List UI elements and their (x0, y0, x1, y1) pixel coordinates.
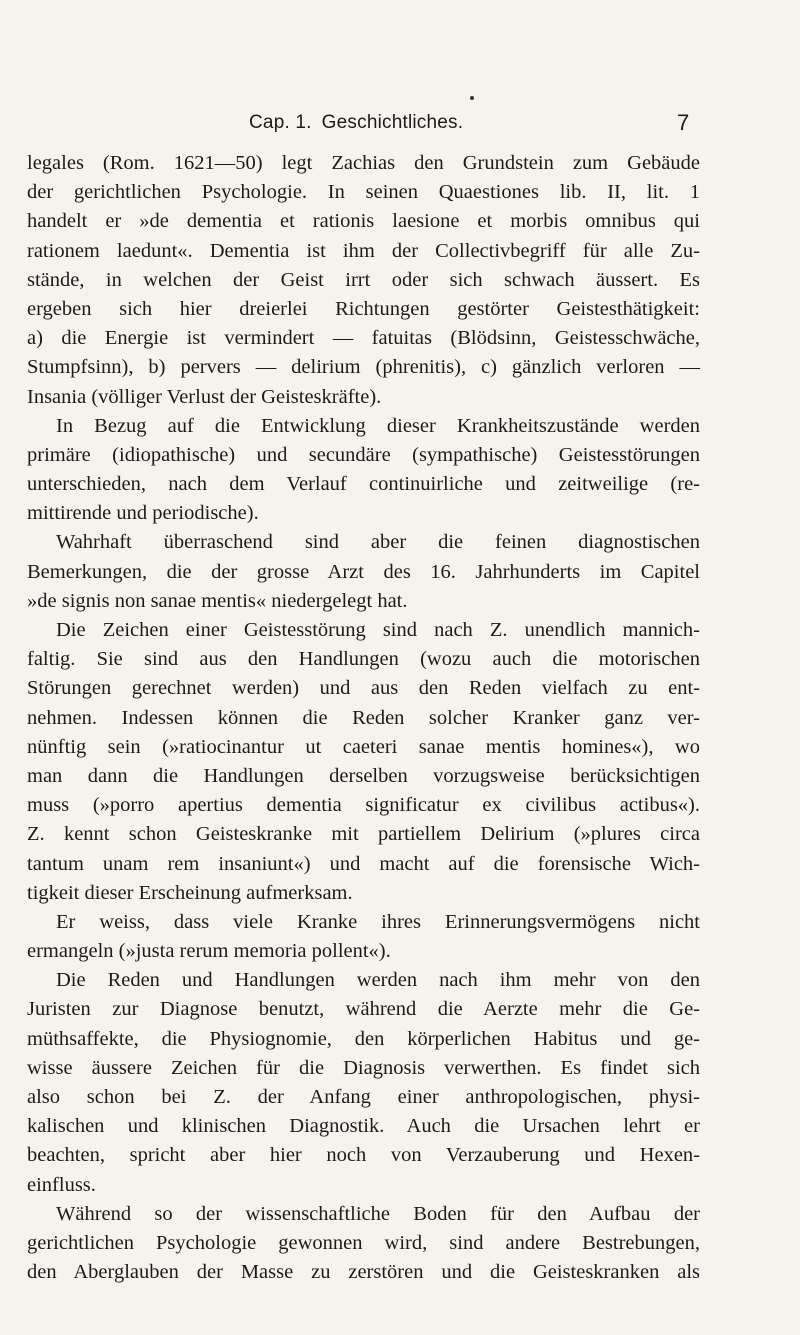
text-line: man dann die Handlungen derselben vorzugsweise berücksichtigen (27, 764, 700, 787)
text-line: stände, in welchen der Geist irrt oder sich schwach äussert. Es (27, 268, 700, 291)
paragraph-start-line: In Bezug auf die Entwicklung dieser Krankheitszustände werden (56, 414, 700, 437)
text-line: Störungen gerechnet werden) und aus den Reden vielfach zu ent- (27, 677, 700, 700)
text-line: der gerichtlichen Psychologie. In seinen Quaestiones lib. II, lit. 1 (27, 181, 700, 204)
text-line: »de signis non sanae mentis« niedergelegt hat. (27, 589, 408, 612)
page-number: 7 (677, 110, 690, 135)
text-line: müthsaffekte, die Physiognomie, den körperlichen Habitus und ge- (27, 1027, 700, 1050)
paragraph-start-line: Er weiss, dass viele Kranke ihres Erinnerungsvermögens nicht (56, 910, 700, 933)
section-title: Geschichtliches. (321, 112, 464, 133)
text-line: tigkeit dieser Erscheinung aufmerksam. (27, 881, 353, 904)
text-line: mittirende und periodische). (27, 502, 259, 525)
text-line: ergeben sich hier dreierlei Richtungen gestörter Geistesthätigkeit: (27, 297, 700, 320)
text-line: gerichtlichen Psychologie gewonnen wird, sind andere Bestrebungen, (27, 1231, 700, 1254)
text-line: kalischen und klinischen Diagnostik. Auch die Ursachen lehrt er (27, 1115, 700, 1138)
text-line: Z. kennt schon Geisteskranke mit partiellem Delirium (»plures circa (27, 823, 700, 846)
text-line: Juristen zur Diagnose benutzt, während die Aerzte mehr die Ge- (27, 998, 700, 1021)
text-line: unterschieden, nach dem Verlauf continuirliche und zeitweilige (re- (27, 473, 700, 496)
text-line: a) die Energie ist vermindert — fatuitas (Blödsinn, Geistesschwäche, (27, 327, 700, 350)
printer-mark-dot (470, 96, 474, 100)
paragraph-start-line: Wahrhaft überraschend sind aber die feinen diagnostischen (56, 531, 700, 554)
text-line: einfluss. (27, 1173, 96, 1196)
text-line: legales (Rom. 1621—50) legt Zachias den Grundstein zum Gebäude (27, 152, 700, 174)
text-line: den Aberglauben der Masse zu zerstören und die Geisteskranken als (27, 1261, 700, 1284)
text-line: nehmen. Indessen können die Reden solcher Kranker ganz ver- (27, 706, 700, 729)
text-line: nünftig sein (»ratiocinantur ut caeteri sanae mentis homines«), wo (27, 735, 700, 758)
text-line: ermangeln (»justa rerum memoria pollent«). (27, 940, 391, 963)
text-line: Bemerkungen, die der grosse Arzt des 16. Jahrhunderts im Capitel (27, 560, 700, 583)
body-text (27, 149, 700, 1287)
paragraph-start-line: Während so der wissenschaftliche Boden für den Aufbau der (56, 1202, 700, 1225)
text-line: muss (»porro apertius dementia significatur ex civilibus actibus«). (27, 794, 700, 817)
text-line: beachten, spricht aber hier noch von Verzauberung und Hexen- (27, 1144, 700, 1167)
text-line: faltig. Sie sind aus den Handlungen (wozu auch die motorischen (27, 648, 700, 671)
text-line: primäre (idiopathische) und secundäre (sympathische) Geistesstörungen (27, 443, 700, 466)
text-line: Stumpfsinn), b) pervers — delirium (phrenitis), c) gänzlich verloren — (27, 356, 700, 379)
text-line: wisse äussere Zeichen für die Diagnosis verwerthen. Es findet sich (27, 1056, 700, 1079)
chapter-label: Cap. 1. (249, 112, 312, 133)
text-line: Insania (völliger Verlust der Geisteskräfte). (27, 385, 382, 408)
text-line: also schon bei Z. der Anfang einer anthropologischen, physi- (27, 1086, 700, 1108)
text-line: handelt er »de dementia et rationis laesione et morbis omnibus qui (27, 210, 700, 233)
paragraph-start-line: Die Zeichen einer Geistesstörung sind nach Z. unendlich mannich- (56, 619, 700, 641)
paragraph-start-line: Die Reden und Handlungen werden nach ihm mehr von den (56, 969, 700, 992)
text-line: rationem laedunt«. Dementia ist ihm der Collectivbegriff für alle Zu- (27, 239, 700, 262)
running-head (249, 112, 463, 134)
text-line: tantum unam rem insaniunt«) und macht auf die forensische Wich- (27, 852, 700, 875)
